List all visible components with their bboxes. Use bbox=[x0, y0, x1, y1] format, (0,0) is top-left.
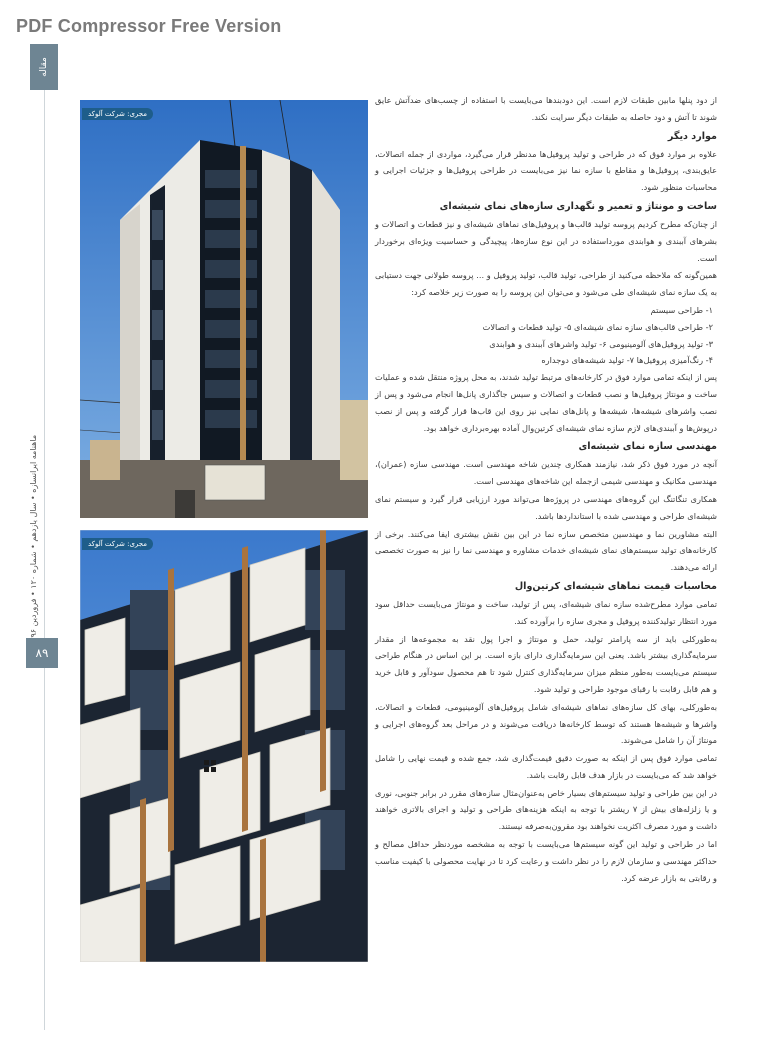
section-heading: مهندسی سازه نمای شیشه‌ای bbox=[578, 441, 717, 453]
paragraph: به‌طورکلی باید از سه پارامتر تولید، حمل و مونتاژ و اجرا پول نقد به مجموعه‌ها از مقدار سرمایه‌گذاری بیشتر باشد. یعنی این سرمایه‌گذاری دارای بازه است. بر این اساس در هنگام طراحی سیستم می‌بایست به‌طور منظم میزان سرمایه‌گذاری کنترل شود تا هم محصول سودآور و قابل خرید و هم قابل رقابت با رقبای موجود طراحی و تولید شود. bbox=[375, 633, 717, 694]
watermark: PDF Compressor Free Version bbox=[16, 16, 282, 36]
article-column bbox=[375, 92, 717, 887]
paragraph: پس از اینکه تمامی موارد فوق در کارخانه‌های مرتبط تولید شدند، به محل پروژه منتقل شده و عملیات ساخت و مونتاژ پروفیل‌ها و نصب قطعات و اتصالات و سیس جاگذاری پانل‌ها انجام می‌شود و پس از نصب واشرهای شیشه‌ها، شیشه‌ها و پانل‌های نمایی نیز روی این قاب‌ها قرار گرفته و پس از نصب درپوش‌ها و آببندی‌های لازم سازه نمای شیشه‌ای کرتین‌وال آماده بهره‌برداری خواهد بود. bbox=[375, 372, 717, 433]
page-number: ۸۹ bbox=[26, 638, 58, 668]
margin-divider bbox=[44, 90, 45, 1030]
photo-credit-tag: مجری: شرکت آلوکد bbox=[82, 538, 153, 550]
paragraph: از دود پنلها مابین طبقات لازم است. این دودبندها می‌بایست با استفاده از چسب‌های ضدآتش عایق شوند تا آتش و دود حاصله به طبقات دیگر سرایت نکند. bbox=[375, 95, 717, 122]
photo-credit-tag: مجری: شرکت آلوکد bbox=[82, 108, 153, 120]
paragraph: تمامی موارد فوق پس از اینکه به صورت دقیق قیمت‌گذاری شد، جمع شده و قیمت نهایی را شامل خواهد شد که می‌بایست در بازار هدف قابل رقابت باشد. bbox=[375, 753, 717, 780]
section-tab: مقاله bbox=[30, 44, 58, 90]
running-footer: ماهنامه ایرانسازه • سال یازدهم • شماره ۱۲۰ • فروردین bbox=[29, 434, 39, 626]
paragraph: همین‌گونه که ملاحظه می‌کنید از طراحی، تولید قالب، تولید پروفیل و ... پروسه طولانی جهت دستیابی به یک سازه نمای شیشه‌ای طی می‌شود و می‌توان این پروسه را به صورت زیر خلاصه کرد: bbox=[375, 270, 717, 298]
paragraph: اما در طراحی و تولید این گونه سیستم‌ها می‌بایست با توجه به مشخصه موردنظر حداقل مصالح و حداکثر مهندسی و سازمان لازم را در نظر داشت و رعایت کرد تا در نهایت محصولی با کیفیت مناسب و رقابتی به بازار عرضه کرد. bbox=[375, 839, 717, 883]
paragraph: به‌طورکلی، بهای کل سازه‌های نماهای شیشه‌ای شامل پروفیل‌های آلومینیومی، قطعات و اتصالات، واشرها و شیشه‌ها هستند که توسط کارخانه‌ها دریافت می‌شوند و در مراحل بعد گروه‌های اجرایی و مونتاژ آن را شامل می‌شوند. bbox=[375, 701, 717, 746]
list-item: ۳- تولید پروفیل‌های آلومینیومی ۶- تولید واشرهای آببندی و هوابندی bbox=[489, 338, 713, 349]
list-item: ۲- طراحی قالب‌های سازه نمای شیشه‌ای ۵- تولید قطعات و اتصالات bbox=[482, 321, 713, 332]
paragraph: همکاری تنگاتنگ این گروه‌های مهندسی در پروژه‌ها می‌تواند مورد ارزیابی قرار گیرد و سیستم نمای شیشه‌ای طراحی و مهندسی شده با استانداردها باشد. bbox=[375, 493, 717, 521]
section-heading: ساخت و مونتاژ و تعمیر و نگهداری سازه‌های نمای شیشه‌ای bbox=[439, 200, 717, 212]
paragraph: تمامی موارد مطرح‌شده سازه نمای شیشه‌ای، پس از تولید، ساخت و مونتاژ می‌بایست حداقل سود مورد انتظار تولیدکننده پروفیل و مجری سازه را برآورده کند. bbox=[375, 598, 717, 626]
section-heading: محاسبات قیمت نماهای شیشه‌ای کرتین‌وال bbox=[514, 580, 717, 592]
paragraph: آنچه در مورد فوق ذکر شد، نیازمند همکاری چندین شاخه مهندسی است. مهندسی سازه (عمران)، مهندسی مکانیک و مهندسی شیمی ازجمله این شاخه‌های مهندسی است. bbox=[375, 459, 717, 487]
list-item: ۴- رنگ‌آمیزی پروفیل‌ها ۷- تولید شیشه‌های دوجداره bbox=[541, 355, 713, 366]
building-photo-1 bbox=[80, 100, 368, 518]
building-photo-2 bbox=[80, 530, 368, 962]
list-item: ۱- طراحی سیستم bbox=[650, 304, 713, 315]
paragraph: در این بین طراحی و تولید سیستم‌های بسیار خاص به‌عنوان‌مثال سازه‌های مقرر در برابر جنوبی، نوری و یا زلزله‌های بیش از ۷ ریشتر با توجه به اینکه هزینه‌های طراحی و تولید و اجرای بالاتری خواهند داشت و مورد مصرف اکثریت نخواهند بود مقرون‌به‌صرفه نیستند. bbox=[375, 787, 717, 832]
section-heading: موارد دیگر bbox=[667, 130, 717, 142]
paragraph: البته مشاورین نما و مهندسین متخصص سازه نما در این بین نقش بیشتری ایفا می‌کنند. برخی از کارخانه‌های تولید سیستم‌های نمای شیشه‌ای خدمات مشاوره و مهندسی نما را نیز به صورت تخصصی ارائه می‌دهند. bbox=[375, 528, 717, 573]
paragraph: علاوه بر موارد فوق که در طراحی و تولید پروفیل‌ها مدنظر قرار می‌گیرد، مواردی از جمله اتصالات، عایق‌بندی، پروفیل‌ها و مقاطع با سازه نما نیز می‌بایست در طراحی پروفیل‌ها و جزئیات اجرایی و محاسبات منظور شود. bbox=[375, 148, 717, 193]
paragraph: از چنان‌که مطرح کردیم پروسه تولید قالب‌ها و پروفیل‌های نماهای شیشه‌ای و نیز قطعات و اتصالات و بشرهای آببندی و هوابندی مورداستفاده در این نوع سازه‌ها، پیچیدگی و حساسیت ویژه‌ای برخوردار است. bbox=[375, 218, 717, 263]
